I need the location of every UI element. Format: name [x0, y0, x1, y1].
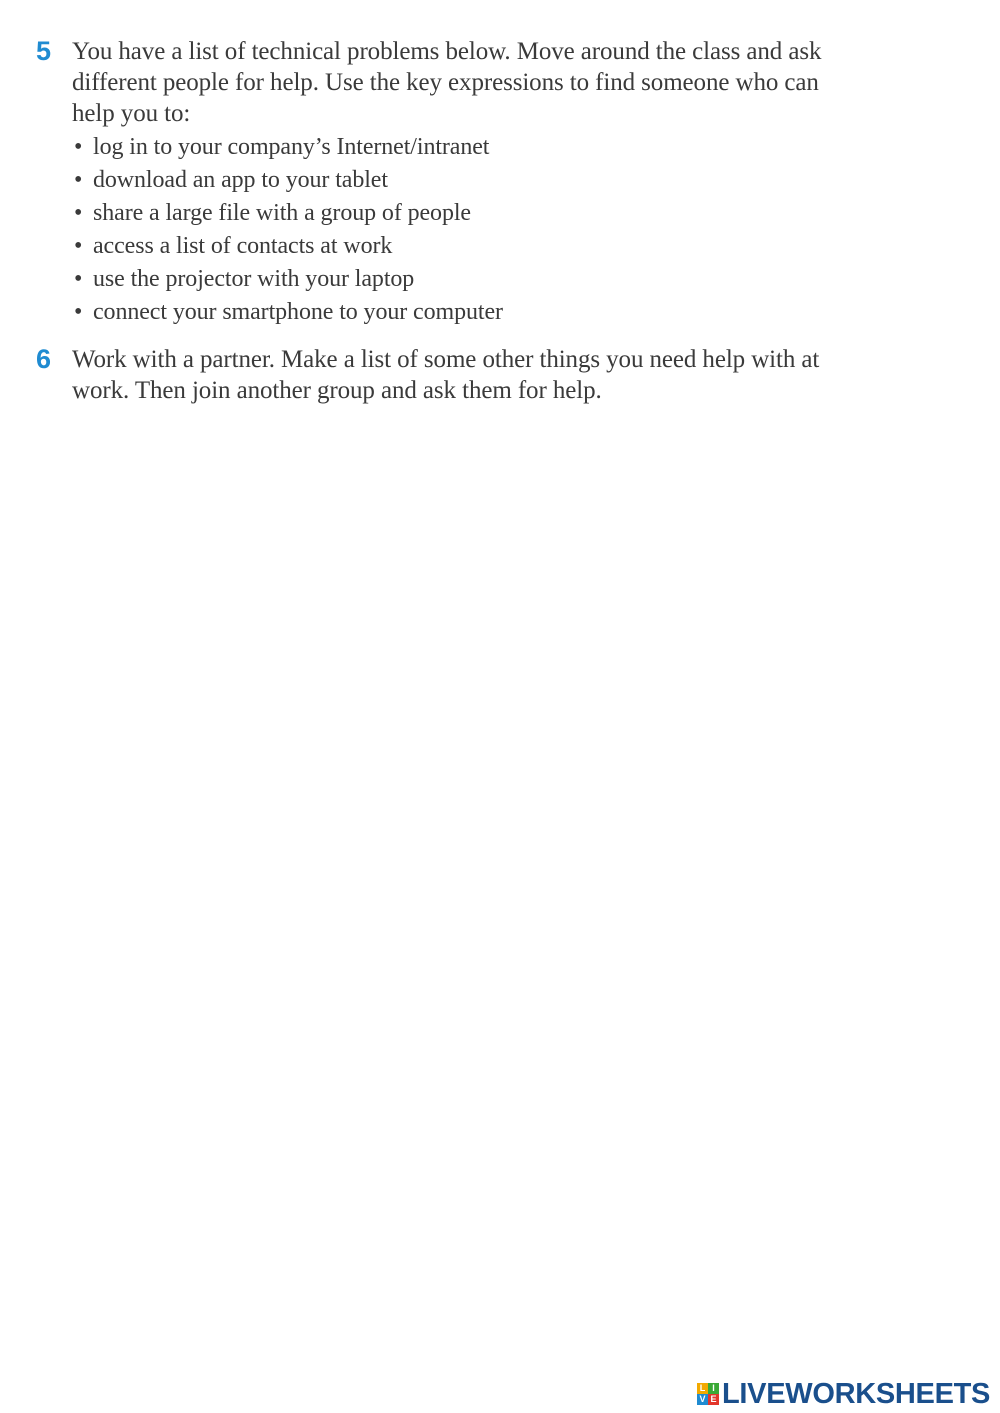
logo-letter: V	[697, 1394, 708, 1405]
list-item	[72, 131, 936, 164]
logo-text: LIVEWORKSHEETS	[722, 1378, 991, 1410]
exercise-instructions	[72, 36, 936, 329]
list-item	[72, 296, 936, 329]
list-item-text: share a large file with a group of people	[93, 200, 471, 226]
bullet-icon: •	[74, 200, 83, 226]
list-item-text: use the projector with your laptop	[93, 266, 415, 292]
list-item	[72, 197, 936, 230]
instruction-line: different people for help. Use the key expressions to find someone who can	[72, 69, 819, 96]
exercise-number: 5	[36, 36, 52, 66]
bullet-icon: •	[74, 299, 83, 325]
instruction-line: Work with a partner. Make a list of some other things you need help with at	[72, 346, 820, 373]
exercise-instructions	[72, 344, 936, 406]
problem-list	[72, 131, 936, 329]
bullet-icon: •	[74, 134, 83, 160]
list-item	[72, 164, 936, 197]
bullet-icon: •	[74, 167, 83, 193]
list-item-text: access a list of contacts at work	[93, 233, 393, 259]
bullet-icon: •	[74, 233, 83, 259]
liveworksheets-logo	[697, 1376, 990, 1412]
logo-letter: I	[708, 1383, 719, 1394]
exercise-number: 6	[36, 344, 52, 374]
logo-letter: E	[708, 1394, 719, 1405]
logo-mark-icon	[697, 1383, 719, 1405]
list-item-text: log in to your company’s Internet/intranet	[93, 134, 490, 160]
logo-letter: L	[697, 1383, 708, 1394]
exercise-6	[36, 344, 936, 406]
instruction-line: help you to:	[72, 100, 191, 127]
exercise-5	[36, 36, 936, 329]
list-item-text: download an app to your tablet	[93, 167, 388, 193]
list-item	[72, 230, 936, 263]
instruction-line: You have a list of technical problems below. Move around the class and ask	[72, 38, 822, 65]
bullet-icon: •	[74, 266, 83, 292]
list-item	[72, 263, 936, 296]
list-item-text: connect your smartphone to your computer	[93, 299, 503, 325]
instruction-line: work. Then join another group and ask them for help.	[72, 377, 602, 404]
